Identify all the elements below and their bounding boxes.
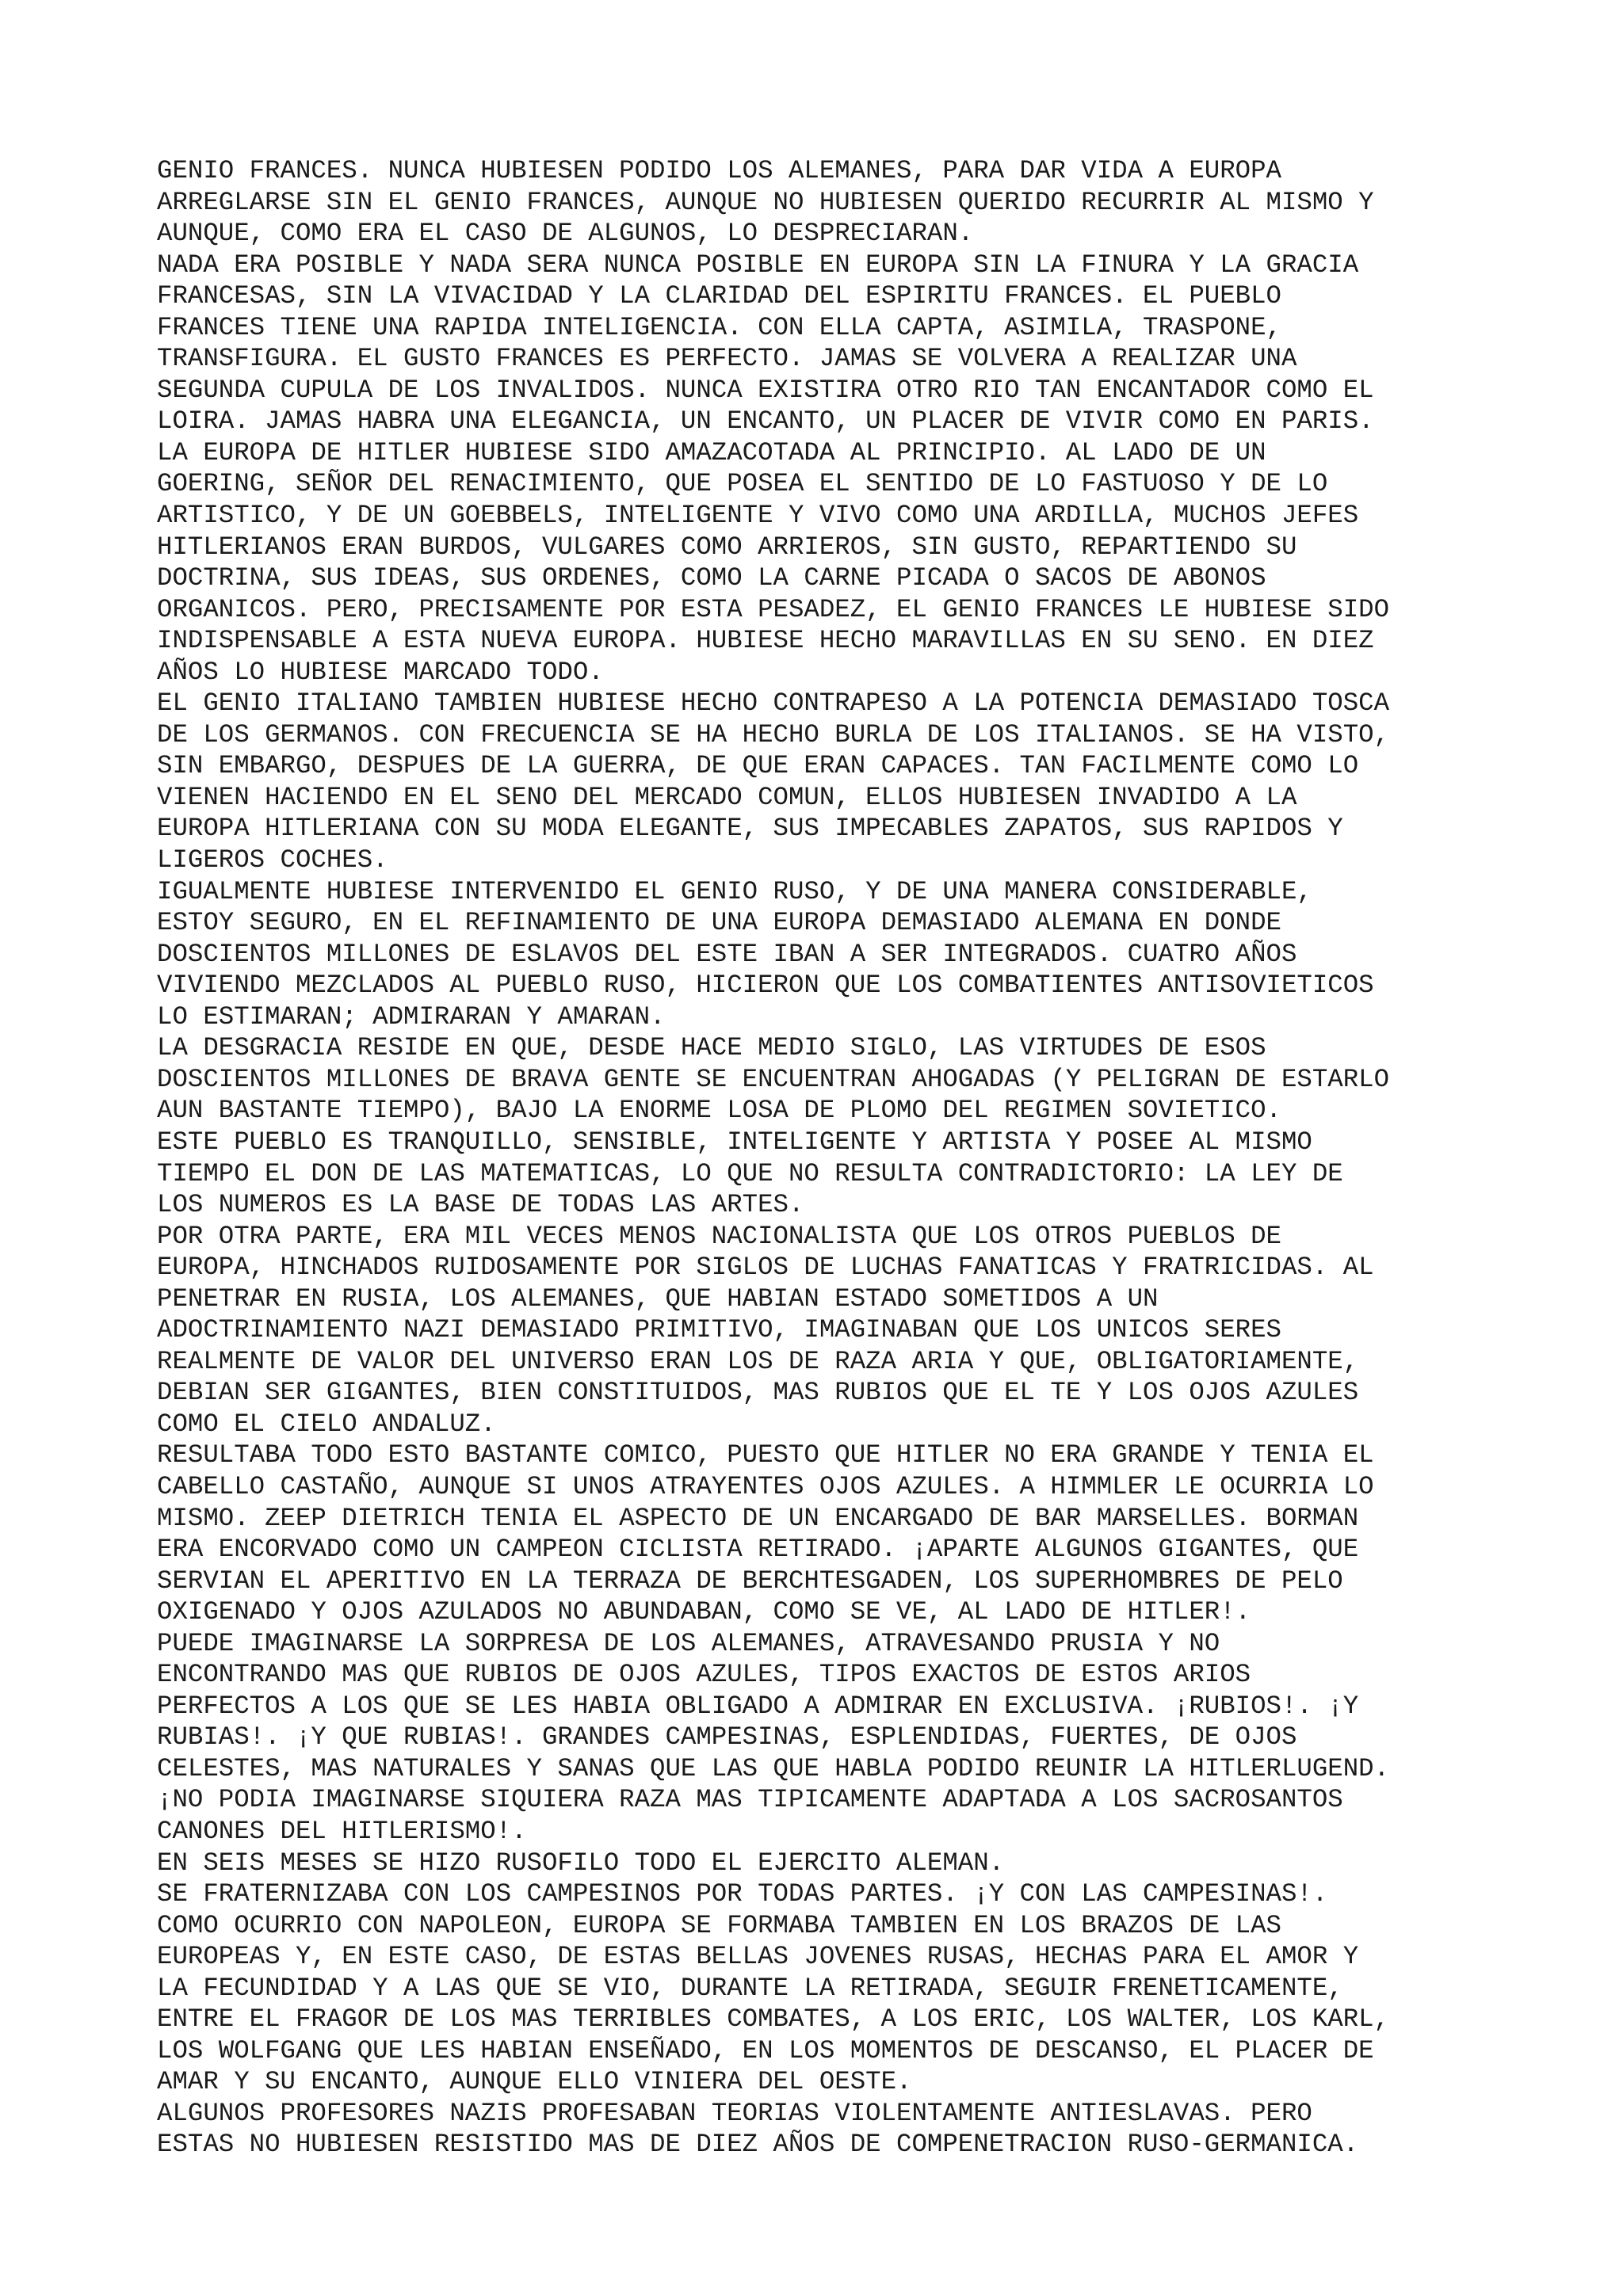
text-line: SE FRATERNIZABA CON LOS CAMPESINOS POR TODAS PARTES. ¡Y CON LAS CAMPESINAS!. [157, 1879, 1328, 1909]
text-line: MISMO. ZEEP DIETRICH TENIA EL ASPECTO DE UN ENCARGADO DE BAR MARSELLES. BORMAN [157, 1503, 1359, 1533]
text-line: AUNQUE, COMO ERA EL CASO DE ALGUNOS, LO DESPRECIARAN. [157, 219, 974, 249]
text-line: EUROPEAS Y, EN ESTE CASO, DE ESTAS BELLAS JOVENES RUSAS, HECHAS PARA EL AMOR Y [157, 1942, 1359, 1972]
text-line: PERFECTOS A LOS QUE SE LES HABIA OBLIGADO A ADMIRAR EN EXCLUSIVA. ¡RUBIOS!. ¡Y [157, 1691, 1359, 1721]
text-line: GOERING, SEÑOR DEL RENACIMIENTO, QUE POSEA EL SENTIDO DE LO FASTUOSO Y DE LO [157, 469, 1328, 499]
text-line: ARTISTICO, Y DE UN GOEBBELS, INTELIGENTE Y VIVO COMO UNA ARDILLA, MUCHOS JEFES [157, 501, 1359, 531]
text-line: EUROPA HITLERIANA CON SU MODA ELEGANTE, SUS IMPECABLES ZAPATOS, SUS RAPIDOS Y [157, 814, 1343, 844]
text-line: DOCTRINA, SUS IDEAS, SUS ORDENES, COMO LA CARNE PICADA O SACOS DE ABONOS [157, 563, 1266, 593]
text-line: LOS NUMEROS ES LA BASE DE TODAS LAS ARTES. [157, 1190, 804, 1220]
text-line: CELESTES, MAS NATURALES Y SANAS QUE LAS QUE HABLA PODIDO REUNIR LA HITLERLUGEND. [157, 1753, 1390, 1783]
text-line: AUN BASTANTE TIEMPO), BAJO LA ENORME LOSA DE PLOMO DEL REGIMEN SOVIETICO. [157, 1096, 1281, 1126]
text-line: CANONES DEL HITLERISMO!. [157, 1816, 527, 1846]
text-line: SIN EMBARGO, DESPUES DE LA GUERRA, DE QUE ERAN CAPACES. TAN FACILMENTE COMO LO [157, 751, 1359, 781]
text-line: IGUALMENTE HUBIESE INTERVENIDO EL GENIO RUSO, Y DE UNA MANERA CONSIDERABLE, [157, 876, 1312, 906]
text-line: FRANCES TIENE UNA RAPIDA INTELIGENCIA. CON ELLA CAPTA, ASIMILA, TRASPONE, [157, 312, 1281, 342]
text-line: LA DESGRACIA RESIDE EN QUE, DESDE HACE MEDIO SIGLO, LAS VIRTUDES DE ESOS [157, 1033, 1266, 1063]
text-line: LOIRA. JAMAS HABRA UNA ELEGANCIA, UN ENCANTO, UN PLACER DE VIVIR COMO EN PARIS. [157, 406, 1374, 437]
text-line: ¡NO PODIA IMAGINARSE SIQUIERA RAZA MAS TIPICAMENTE ADAPTADA A LOS SACROSANTOS [157, 1785, 1343, 1815]
text-line: COMO OCURRIO CON NAPOLEON, EUROPA SE FORMABA TAMBIEN EN LOS BRAZOS DE LAS [157, 1910, 1281, 1940]
text-line: EUROPA, HINCHADOS RUIDOSAMENTE POR SIGLOS DE LUCHAS FANATICAS Y FRATRICIDAS. AL [157, 1253, 1374, 1283]
text-line: DE LOS GERMANOS. CON FRECUENCIA SE HA HECHO BURLA DE LOS ITALIANOS. SE HA VISTO, [157, 719, 1390, 749]
text-line: ERA ENCORVADO COMO UN CAMPEON CICLISTA RETIRADO. ¡APARTE ALGUNOS GIGANTES, QUE [157, 1535, 1359, 1565]
text-line: EN SEIS MESES SE HIZO RUSOFILO TODO EL EJERCITO ALEMAN. [157, 1848, 1005, 1878]
text-line: ENCONTRANDO MAS QUE RUBIOS DE OJOS AZULES, TIPOS EXACTOS DE ESTOS ARIOS [157, 1660, 1251, 1690]
text-line: LA FECUNDIDAD Y A LAS QUE SE VIO, DURANTE LA RETIRADA, SEGUIR FRENETICAMENTE, [157, 1973, 1343, 2003]
text-line: NADA ERA POSIBLE Y NADA SERA NUNCA POSIBLE EN EUROPA SIN LA FINURA Y LA GRACIA [157, 250, 1359, 280]
text-line: FRANCESAS, SIN LA VIVACIDAD Y LA CLARIDAD DEL ESPIRITU FRANCES. EL PUEBLO [157, 281, 1281, 311]
text-line: RESULTABA TODO ESTO BASTANTE COMICO, PUESTO QUE HITLER NO ERA GRANDE Y TENIA EL [157, 1440, 1374, 1470]
text-line: GENIO FRANCES. NUNCA HUBIESEN PODIDO LOS ALEMANES, PARA DAR VIDA A EUROPA [157, 156, 1281, 185]
text-line: DOSCIENTOS MILLONES DE BRAVA GENTE SE ENCUENTRAN AHOGADAS (Y PELIGRAN DE ESTARLO [157, 1064, 1390, 1094]
text-line: ALGUNOS PROFESORES NAZIS PROFESABAN TEORIAS VIOLENTAMENTE ANTIESLAVAS. PERO [157, 2098, 1312, 2128]
text-line: COMO EL CIELO ANDALUZ. [157, 1409, 496, 1439]
text-line: TIEMPO EL DON DE LAS MATEMATICAS, LO QUE NO RESULTA CONTRADICTORIO: LA LEY DE [157, 1158, 1343, 1188]
text-line: ARREGLARSE SIN EL GENIO FRANCES, AUNQUE NO HUBIESEN QUERIDO RECURRIR AL MISMO Y [157, 187, 1374, 217]
text-line: INDISPENSABLE A ESTA NUEVA EUROPA. HUBIESE HECHO MARAVILLAS EN SU SENO. EN DIEZ [157, 626, 1374, 656]
text-line: DOSCIENTOS MILLONES DE ESLAVOS DEL ESTE IBAN A SER INTEGRADOS. CUATRO AÑOS [157, 939, 1297, 969]
text-line: ENTRE EL FRAGOR DE LOS MAS TERRIBLES COMBATES, A LOS ERIC, LOS WALTER, LOS KARL, [157, 2004, 1390, 2035]
text-line: LOS WOLFGANG QUE LES HABIAN ENSEÑADO, EN LOS MOMENTOS DE DESCANSO, EL PLACER DE [157, 2035, 1374, 2065]
document-body-text [157, 155, 1607, 2161]
text-line: ESTAS NO HUBIESEN RESISTIDO MAS DE DIEZ AÑOS DE COMPENETRACION RUSO-GERMANICA. [157, 2130, 1359, 2160]
text-line: RUBIAS!. ¡Y QUE RUBIAS!. GRANDES CAMPESINAS, ESPLENDIDAS, FUERTES, DE OJOS [157, 1722, 1297, 1753]
text-line: HITLERIANOS ERAN BURDOS, VULGARES COMO ARRIEROS, SIN GUSTO, REPARTIENDO SU [157, 532, 1297, 562]
text-line: LO ESTIMARAN; ADMIRARAN Y AMARAN. [157, 1001, 666, 1032]
text-line: LA EUROPA DE HITLER HUBIESE SIDO AMAZACOTADA AL PRINCIPIO. AL LADO DE UN [157, 437, 1266, 467]
text-line: AÑOS LO HUBIESE MARCADO TODO. [157, 657, 604, 687]
text-line: CABELLO CASTAÑO, AUNQUE SI UNOS ATRAYENTES OJOS AZULES. A HIMMLER LE OCURRIA LO [157, 1471, 1374, 1501]
text-line: PUEDE IMAGINARSE LA SORPRESA DE LOS ALEMANES, ATRAVESANDO PRUSIA Y NO [157, 1628, 1220, 1658]
text-line: REALMENTE DE VALOR DEL UNIVERSO ERAN LOS DE RAZA ARIA Y QUE, OBLIGATORIAMENTE, [157, 1346, 1359, 1376]
text-line: ESTOY SEGURO, EN EL REFINAMIENTO DE UNA EUROPA DEMASIADO ALEMANA EN DONDE [157, 908, 1281, 938]
text-line: AMAR Y SU ENCANTO, AUNQUE ELLO VINIERA DEL OESTE. [157, 2067, 912, 2097]
text-line: VIENEN HACIENDO EN EL SENO DEL MERCADO COMUN, ELLOS HUBIESEN INVADIDO A LA [157, 782, 1297, 812]
text-line: SERVIAN EL APERITIVO EN LA TERRAZA DE BERCHTESGADEN, LOS SUPERHOMBRES DE PELO [157, 1566, 1343, 1596]
text-line: PENETRAR EN RUSIA, LOS ALEMANES, QUE HABIAN ESTADO SOMETIDOS A UN [157, 1283, 1159, 1314]
text-line: ORGANICOS. PERO, PRECISAMENTE POR ESTA PESADEZ, EL GENIO FRANCES LE HUBIESE SIDO [157, 594, 1390, 624]
text-line: DEBIAN SER GIGANTES, BIEN CONSTITUIDOS, MAS RUBIOS QUE EL TE Y LOS OJOS AZULES [157, 1378, 1359, 1408]
text-line: TRANSFIGURA. EL GUSTO FRANCES ES PERFECTO. JAMAS SE VOLVERA A REALIZAR UNA [157, 344, 1297, 374]
text-line: LIGEROS COCHES. [157, 845, 388, 875]
text-line: EL GENIO ITALIANO TAMBIEN HUBIESE HECHO CONTRAPESO A LA POTENCIA DEMASIADO TOSCA [157, 688, 1390, 719]
text-line: ADOCTRINAMIENTO NAZI DEMASIADO PRIMITIVO, IMAGINABAN QUE LOS UNICOS SERES [157, 1315, 1281, 1345]
text-line: ESTE PUEBLO ES TRANQUILLO, SENSIBLE, INTELIGENTE Y ARTISTA Y POSEE AL MISMO [157, 1127, 1312, 1157]
text-line: POR OTRA PARTE, ERA MIL VECES MENOS NACIONALISTA QUE LOS OTROS PUEBLOS DE [157, 1221, 1281, 1251]
text-line: SEGUNDA CUPULA DE LOS INVALIDOS. NUNCA EXISTIRA OTRO RIO TAN ENCANTADOR COMO EL [157, 375, 1374, 405]
text-line: VIVIENDO MEZCLADOS AL PUEBLO RUSO, HICIERON QUE LOS COMBATIENTES ANTISOVIETICOS [157, 971, 1374, 1001]
text-line: OXIGENADO Y OJOS AZULADOS NO ABUNDABAN, COMO SE VE, AL LADO DE HITLER!. [157, 1597, 1251, 1627]
